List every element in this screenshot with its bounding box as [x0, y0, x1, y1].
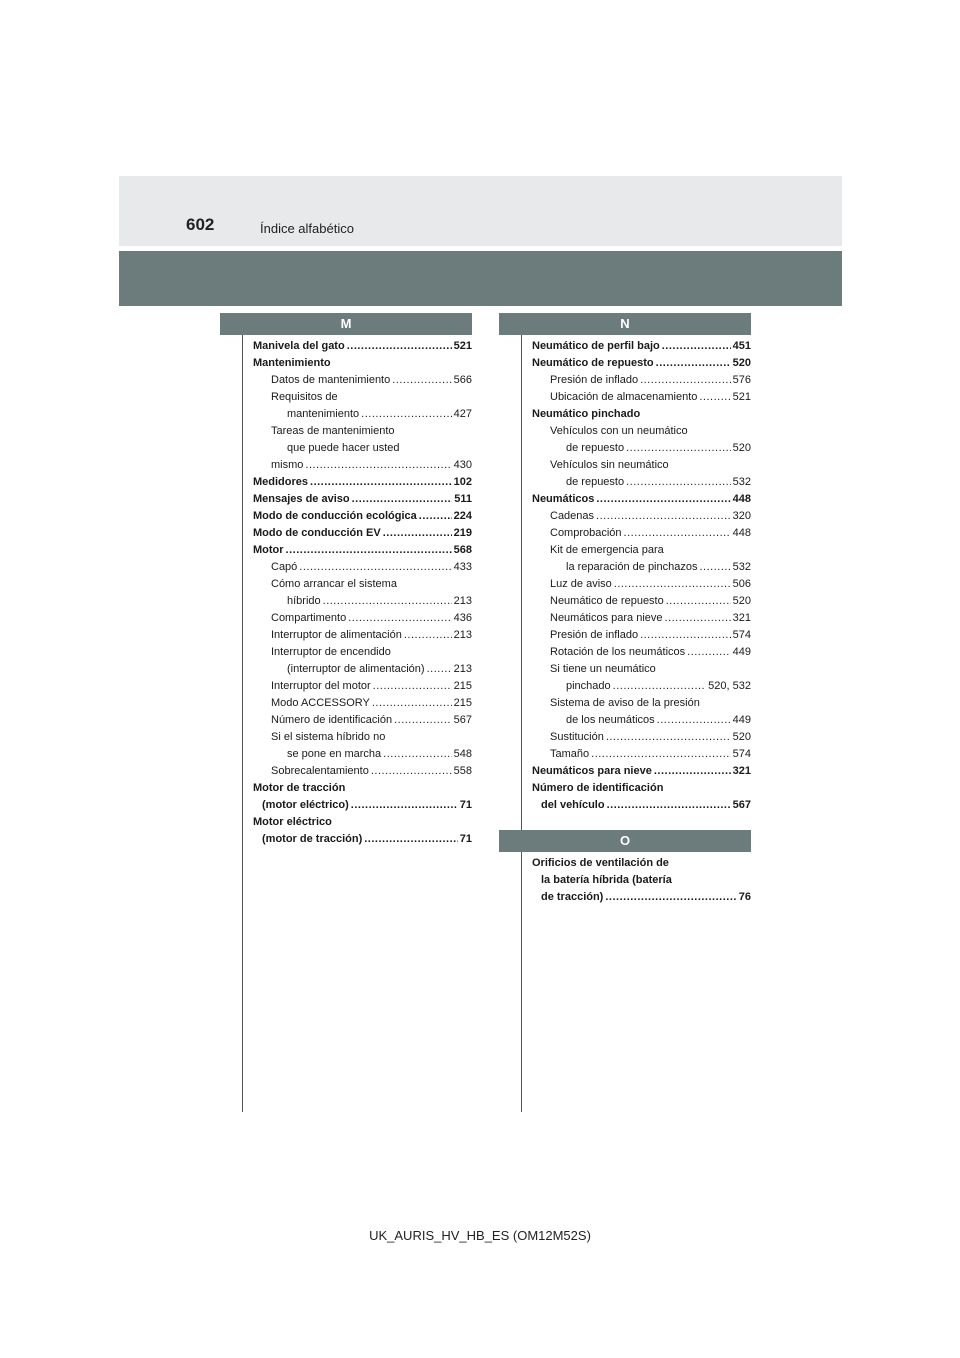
- index-entry: [253, 372, 472, 389]
- left-column-rule: [242, 335, 243, 1112]
- index-entry-term: Orificios de ventilación de: [532, 857, 669, 869]
- dot-leader: [624, 525, 731, 542]
- index-entry-page: 215: [453, 680, 472, 692]
- index-entry-page: 433: [453, 561, 472, 573]
- dot-leader: [640, 372, 731, 389]
- index-entry: [532, 627, 751, 644]
- dot-leader: [383, 746, 451, 763]
- index-entry: [253, 406, 472, 423]
- index-entry-term: de tracción): [541, 891, 604, 903]
- index-entry: [253, 678, 472, 695]
- index-entry-page: 506: [732, 578, 751, 590]
- index-entry: [253, 508, 472, 525]
- index-entry: [253, 797, 472, 814]
- dot-leader: [371, 763, 452, 780]
- index-list-m: [253, 338, 472, 848]
- dot-leader: [310, 474, 452, 491]
- index-entry-term: Interruptor de encendido: [271, 646, 391, 658]
- index-entry-page: 71: [459, 833, 472, 845]
- dot-leader: [596, 491, 730, 508]
- index-entry: [253, 661, 472, 678]
- dot-leader: [394, 712, 452, 729]
- index-entry-term: se pone en marcha: [287, 748, 382, 760]
- index-entry: [253, 525, 472, 542]
- index-entry: [532, 593, 751, 610]
- index-entry: [253, 627, 472, 644]
- letter-heading-m: M: [220, 313, 472, 335]
- index-entry-page: 215: [453, 697, 472, 709]
- index-entry: [253, 644, 472, 661]
- index-entry: [532, 474, 751, 491]
- index-entry: [532, 338, 751, 355]
- index-entry: [532, 372, 751, 389]
- index-entry-page: 532: [732, 476, 751, 488]
- index-entry-page: 574: [732, 629, 751, 641]
- index-entry: [532, 491, 751, 508]
- index-entry-term: la batería híbrida (batería: [541, 874, 672, 886]
- index-entry-term: Tareas de mantenimiento: [271, 425, 395, 437]
- index-entry: [253, 542, 472, 559]
- index-entry-term: la reparación de pinchazos: [566, 561, 698, 573]
- dot-leader: [323, 593, 452, 610]
- index-entry: [253, 389, 472, 406]
- index-entry: [253, 474, 472, 491]
- dot-leader: [605, 889, 736, 906]
- index-entry-term: Modo ACCESSORY: [271, 697, 370, 709]
- index-entry-term: Motor de tracción: [253, 782, 346, 794]
- index-entry: [253, 695, 472, 712]
- index-entry: [253, 712, 472, 729]
- index-entry-page: 520: [732, 357, 751, 369]
- index-entry: [532, 508, 751, 525]
- index-entry-term: (motor eléctrico): [262, 799, 349, 811]
- dot-leader: [364, 831, 458, 848]
- dot-leader: [699, 559, 730, 576]
- index-entry-term: Luz de aviso: [550, 578, 612, 590]
- dot-leader: [347, 338, 452, 355]
- index-entry-term: de repuesto: [566, 442, 625, 454]
- index-entry: [532, 855, 751, 872]
- index-entry-page: 520: [732, 442, 751, 454]
- dot-leader: [373, 678, 452, 695]
- dot-leader: [404, 627, 452, 644]
- index-entry-term: Compartimento: [271, 612, 347, 624]
- index-entry-page: 449: [732, 646, 751, 658]
- index-entry-term: Modo de conducción EV: [253, 527, 381, 539]
- index-entry-term: Presión de inflado: [550, 629, 639, 641]
- index-entry: [532, 889, 751, 906]
- letter-heading-n: N: [499, 313, 751, 335]
- index-entry-term: Interruptor de alimentación: [271, 629, 402, 641]
- index-entry-term: Neumáticos para nieve: [550, 612, 663, 624]
- index-entry: [253, 423, 472, 440]
- index-entry-term: Número de identificación: [271, 714, 393, 726]
- index-entry-page: 76: [738, 891, 751, 903]
- index-entry-term: mismo: [271, 459, 304, 471]
- dot-leader: [419, 508, 452, 525]
- index-entry-term: Neumático de repuesto: [550, 595, 664, 607]
- index-entry-term: Mantenimiento: [253, 357, 331, 369]
- index-entry-page: 567: [732, 799, 751, 811]
- dot-leader: [352, 491, 453, 508]
- index-entry-term: Interruptor del motor: [271, 680, 371, 692]
- section-title: Índice alfabético: [260, 221, 354, 236]
- index-entry-term: Medidores: [253, 476, 309, 488]
- index-entry-term: Presión de inflado: [550, 374, 639, 386]
- header-band: [119, 176, 842, 246]
- index-entry-page: 102: [453, 476, 472, 488]
- index-entry-page: 213: [453, 629, 472, 641]
- index-entry-page: 520, 532: [708, 680, 751, 692]
- index-entry: [532, 695, 751, 712]
- dot-leader: [305, 457, 451, 474]
- index-entry: [532, 661, 751, 678]
- index-entry: [532, 389, 751, 406]
- index-entry: [253, 610, 472, 627]
- index-entry-page: 449: [732, 714, 751, 726]
- dot-leader: [656, 355, 731, 372]
- index-entry: [532, 678, 751, 695]
- index-entry-page: 321: [732, 765, 751, 777]
- index-entry-term: pinchado: [566, 680, 611, 692]
- dot-leader: [640, 627, 731, 644]
- index-entry-page: 574: [732, 748, 751, 760]
- letter-heading-o: O: [499, 830, 751, 852]
- index-entry: [253, 729, 472, 746]
- index-entry-term: del vehículo: [541, 799, 605, 811]
- index-list-o: [532, 855, 751, 906]
- dot-leader: [662, 338, 731, 355]
- index-entry-page: 548: [453, 748, 472, 760]
- dot-leader: [427, 661, 452, 678]
- dot-leader: [591, 746, 731, 763]
- index-entry: [532, 729, 751, 746]
- index-entry-term: Neumático de perfil bajo: [532, 340, 660, 352]
- dot-leader: [614, 576, 731, 593]
- index-entry: [532, 763, 751, 780]
- index-entry-term: Comprobación: [550, 527, 622, 539]
- dot-leader: [666, 593, 731, 610]
- index-entry: [253, 593, 472, 610]
- index-entry: [532, 525, 751, 542]
- index-entry: [532, 780, 751, 797]
- index-entry: [532, 440, 751, 457]
- index-entry-term: (interruptor de alimentación): [287, 663, 425, 675]
- index-entry-term: Cadenas: [550, 510, 595, 522]
- page-number: 602: [186, 215, 215, 234]
- index-entry-page: 532: [732, 561, 751, 573]
- index-entry-term: de los neumáticos: [566, 714, 655, 726]
- index-entry-page: 213: [453, 663, 472, 675]
- dot-leader: [383, 525, 452, 542]
- index-entry-term: Motor: [253, 544, 284, 556]
- index-entry-page: 520: [732, 731, 751, 743]
- index-entry: [253, 440, 472, 457]
- dot-leader: [596, 508, 731, 525]
- index-entry-page: 521: [732, 391, 751, 403]
- index-entry-term: Modo de conducción ecológica: [253, 510, 417, 522]
- index-entry-term: Número de identificación: [532, 782, 664, 794]
- dot-leader: [299, 559, 451, 576]
- index-entry: [253, 814, 472, 831]
- index-entry-page: 451: [732, 340, 751, 352]
- index-entry-page: 427: [453, 408, 472, 420]
- index-entry-term: Sustitución: [550, 731, 604, 743]
- index-entry-page: 566: [453, 374, 472, 386]
- index-entry-term: Manivela del gato: [253, 340, 345, 352]
- dot-leader: [699, 389, 730, 406]
- index-entry: [253, 559, 472, 576]
- index-entry-page: 320: [732, 510, 751, 522]
- index-entry-page: 71: [459, 799, 472, 811]
- dot-leader: [687, 644, 731, 661]
- dot-leader: [348, 610, 451, 627]
- index-entry-page: 448: [732, 493, 751, 505]
- index-entry-page: 521: [453, 340, 472, 352]
- index-entry: [532, 423, 751, 440]
- index-entry-page: 321: [732, 612, 751, 624]
- index-entry: [532, 355, 751, 372]
- index-entry-term: Tamaño: [550, 748, 590, 760]
- index-entry: [532, 542, 751, 559]
- index-entry-term: Neumáticos para nieve: [532, 765, 652, 777]
- index-entry: [253, 457, 472, 474]
- index-entry-term: Si el sistema híbrido no: [271, 731, 386, 743]
- index-entry-page: 511: [454, 493, 472, 505]
- index-entry: [532, 576, 751, 593]
- index-entry-page: 448: [732, 527, 751, 539]
- index-entry-term: (motor de tracción): [262, 833, 363, 845]
- index-entry-page: 568: [453, 544, 472, 556]
- index-entry-term: Si tiene un neumático: [550, 663, 656, 675]
- dot-leader: [392, 372, 451, 389]
- index-entry-term: Requisitos de: [271, 391, 338, 403]
- index-entry-term: híbrido: [287, 595, 321, 607]
- index-entry: [253, 338, 472, 355]
- index-entry-term: Sistema de aviso de la presión: [550, 697, 700, 709]
- index-entry-page: 576: [732, 374, 751, 386]
- index-entry: [532, 746, 751, 763]
- index-entry-page: 430: [453, 459, 472, 471]
- index-entry: [532, 610, 751, 627]
- dot-leader: [286, 542, 452, 559]
- document-code: UK_AURIS_HV_HB_ES (OM12M52S): [369, 1228, 591, 1243]
- index-list-n: [532, 338, 751, 814]
- index-entry-term: Vehículos sin neumático: [550, 459, 669, 471]
- index-entry: [253, 831, 472, 848]
- right-column-rule: [521, 335, 522, 1112]
- dot-leader: [351, 797, 458, 814]
- index-entry: [532, 644, 751, 661]
- dot-leader: [654, 763, 731, 780]
- index-entry: [532, 406, 751, 423]
- index-entry-page: 219: [453, 527, 472, 539]
- index-entry: [532, 559, 751, 576]
- index-entry-term: mantenimiento: [287, 408, 360, 420]
- index-entry-page: 436: [453, 612, 472, 624]
- index-entry: [532, 712, 751, 729]
- dot-leader: [626, 474, 731, 491]
- dot-leader: [626, 440, 731, 457]
- index-entry-term: Capó: [271, 561, 298, 573]
- index-entry-term: Sobrecalentamiento: [271, 765, 369, 777]
- index-entry: [253, 746, 472, 763]
- index-entry-page: 567: [453, 714, 472, 726]
- index-entry-page: 520: [732, 595, 751, 607]
- index-entry: [532, 457, 751, 474]
- index-entry-term: de repuesto: [566, 476, 625, 488]
- index-entry-term: Neumático pinchado: [532, 408, 641, 420]
- dot-leader: [606, 729, 731, 746]
- index-entry-term: Neumático de repuesto: [532, 357, 654, 369]
- index-entry: [253, 355, 472, 372]
- index-entry-term: Vehículos con un neumático: [550, 425, 688, 437]
- index-entry-term: que puede hacer usted: [287, 442, 400, 454]
- index-entry: [532, 797, 751, 814]
- index-entry: [253, 763, 472, 780]
- index-entry-term: Ubicación de almacenamiento: [550, 391, 698, 403]
- index-entry-term: Motor eléctrico: [253, 816, 332, 828]
- index-entry-page: 213: [453, 595, 472, 607]
- index-entry-term: Mensajes de aviso: [253, 493, 350, 505]
- index-entry-term: Datos de mantenimiento: [271, 374, 391, 386]
- header-dark-band: [119, 251, 842, 306]
- index-entry-page: 224: [453, 510, 472, 522]
- index-entry-term: Neumáticos: [532, 493, 595, 505]
- index-entry: [253, 576, 472, 593]
- index-entry: [532, 872, 751, 889]
- dot-leader: [665, 610, 731, 627]
- dot-leader: [657, 712, 731, 729]
- index-entry: [253, 780, 472, 797]
- index-entry-term: Kit de emergencia para: [550, 544, 664, 556]
- index-entry-term: Rotación de los neumáticos: [550, 646, 686, 658]
- dot-leader: [613, 678, 707, 695]
- index-entry-term: Cómo arrancar el sistema: [271, 578, 397, 590]
- dot-leader: [607, 797, 731, 814]
- index-entry-page: 558: [453, 765, 472, 777]
- dot-leader: [361, 406, 451, 423]
- dot-leader: [372, 695, 452, 712]
- index-entry: [253, 491, 472, 508]
